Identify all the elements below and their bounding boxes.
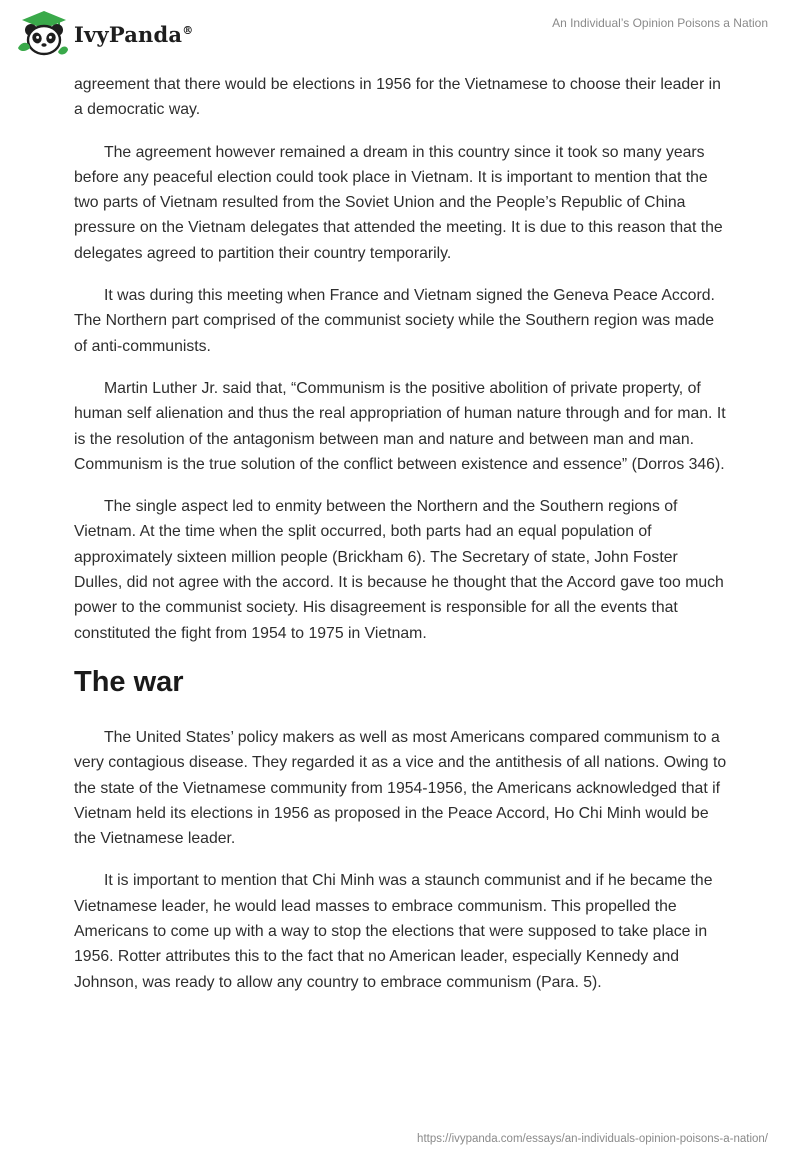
- paragraph-geneva-accord: It was during this meeting when France and Vietnam signed the Geneva Peace Accord. The Northern part comprised of the communist society while the Southern region was made of anti-communists.: [74, 287, 715, 355]
- paragraph-enmity: The single aspect led to enmity between the Northern and the Southern regions of Vietnam. At the time when the split occurred, both parts had an equal population of approximately sixteen million people (Brickham 6). The Secretary of state, John Foster Dulles, did not agree with the accord. It is because he thought that the Accord gave too much power to the communist society. His disagreement is responsible for all the events that constituted the fight from 1954 to 1975 in Vietnam.: [74, 498, 724, 642]
- source-url[interactable]: https://ivypanda.com/essays/an-individuals-opinion-poisons-a-nation/: [417, 1133, 768, 1145]
- essay-body: [74, 72, 730, 1012]
- panda-graduation-cap-icon: [14, 8, 70, 58]
- paragraph-agreement: The agreement however remained a dream in this country since it took so many years before any peaceful election could took place in Vietnam. It is important to mention that the two parts of Vietnam resulted from the Soviet Union and the People’s Republic of China pressure on the Vietnam delegates that attended the meeting. It is due to this reason that the delegates agreed to partition their country temporarily.: [74, 143, 723, 262]
- document-title: An Individual’s Opinion Poisons a Nation: [552, 16, 768, 30]
- ivypanda-logo[interactable]: [14, 8, 193, 58]
- logo-wordmark: IvyPanda®: [74, 21, 194, 47]
- paragraph-policy-makers: The United States’ policy makers as well as most Americans compared communism to a very contagious disease. They regarded it as a vice and the antithesis of all nations. Owing to the state of the Vietnamese community from 1954-1956, the Americans acknowledged that if Vietnam held its elections in 1956 as proposed in the Peace Accord, Ho Chi Minh would be the Vietnamese leader.: [74, 728, 727, 848]
- paragraph-quote: Martin Luther Jr. said that, “Communism is the positive abolition of private property, of human self alienation and thus the real appropriation of human nature through and for man. It is the resolution of the antagonism between man and nature and between man and man. Communism is the true solution of the conflict between existence and essence” (Dorros 346).: [74, 379, 726, 473]
- section-heading: The war: [74, 665, 184, 698]
- paragraph-chi-minh: It is important to mention that Chi Minh was a staunch communist and if he became the Vietnamese leader, he would lead masses to embrace communism. This propelled the Americans to come up with a way to stop the elections that were supposed to take place in 1956. Rotter attributes this to the fact that no American leader, especially Kennedy and Johnson, was ready to allow any country to embrace communism (Para. 5).: [74, 872, 713, 991]
- page-header: [0, 0, 800, 70]
- paragraph-continued: agreement that there would be elections in 1956 for the Vietnamese to choose their leader in a democratic way.: [74, 76, 721, 119]
